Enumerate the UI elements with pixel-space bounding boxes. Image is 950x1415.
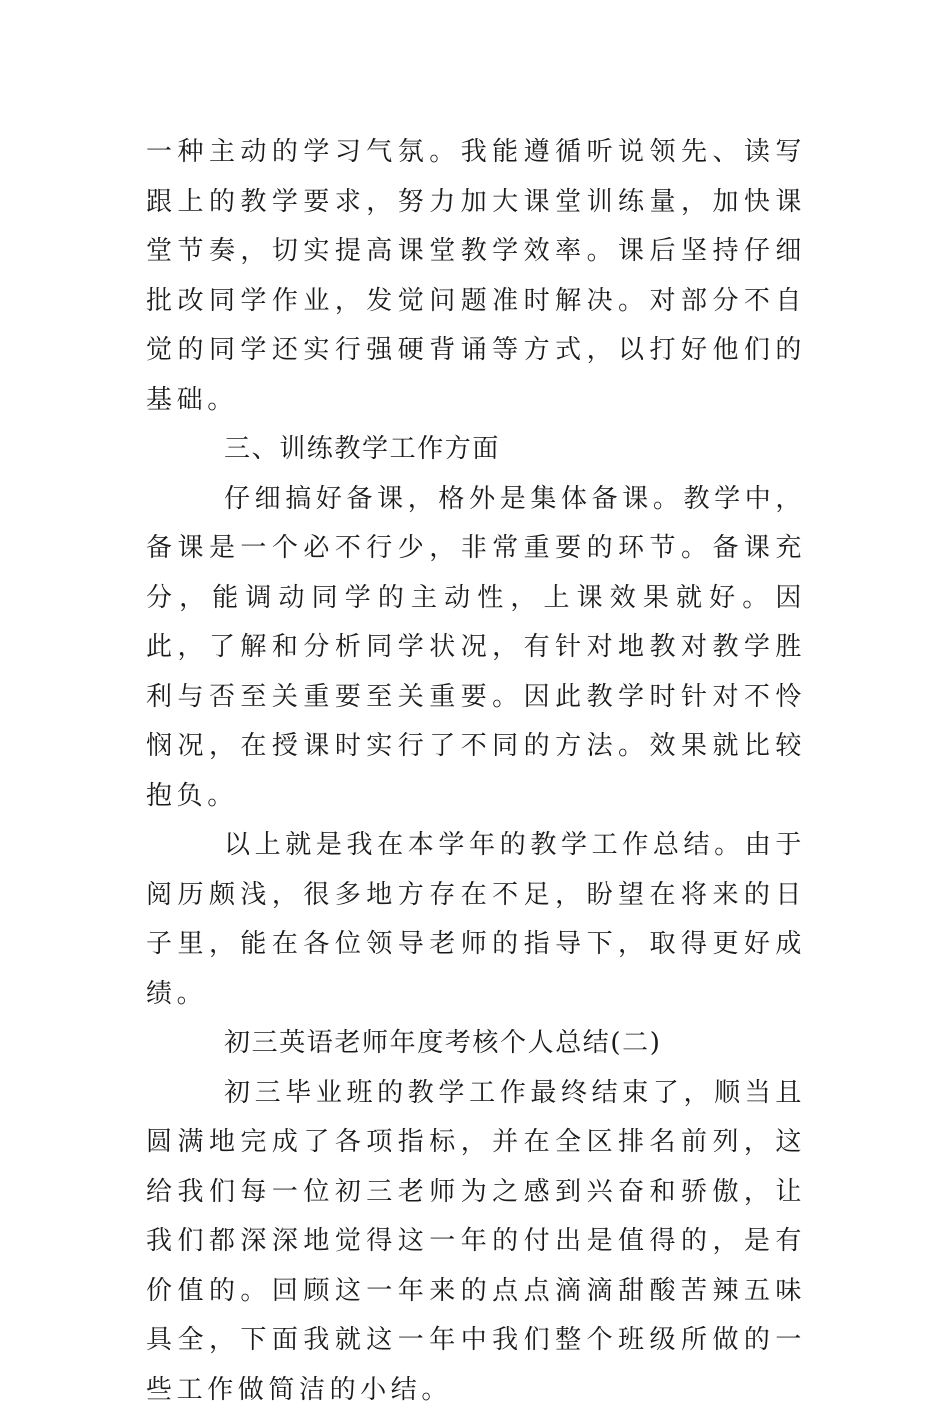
section-heading-three: 三、训练教学工作方面 [146,425,806,475]
paragraph-intro-two: 初三毕业班的教学工作最终结束了，顺当且圆满地完成了各项指标，并在全区排名前列，这给我们每一位初三老师为之感到兴奋和骄傲，让我们都深深地觉得这一年的付出是值得的，是有价值的。回顾这一年来的点点滴滴甜酸苦辣五味具全，下面我就这一年中我们整个班级所做的一些工作做简洁的小结。 [146,1069,806,1415]
article-title-two: 初三英语老师年度考核个人总结(二) [146,1019,806,1069]
document-page [146,128,806,1415]
paragraph-conclusion: 以上就是我在本学年的教学工作总结。由于阅历颇浅，很多地方存在不足，盼望在将来的日子里，能在各位领导老师的指导下，取得更好成绩。 [146,821,806,1019]
paragraph-continued: 一种主动的学习气氛。我能遵循听说领先、读写跟上的教学要求，努力加大课堂训练量，加快课堂节奏，切实提高课堂教学效率。课后坚持仔细批改同学作业，发觉问题准时解决。对部分不自觉的同学还实行强硬背诵等方式，以打好他们的基础。 [146,128,806,425]
paragraph-lesson-prep: 仔细搞好备课，格外是集体备课。教学中，备课是一个必不行少，非常重要的环节。备课充分，能调动同学的主动性，上课效果就好。因此，了解和分析同学状况，有针对地教对教学胜利与否至关重要至关重要。因此教学时针对不怜悯况，在授课时实行了不同的方法。效果就比较抱负。 [146,475,806,822]
